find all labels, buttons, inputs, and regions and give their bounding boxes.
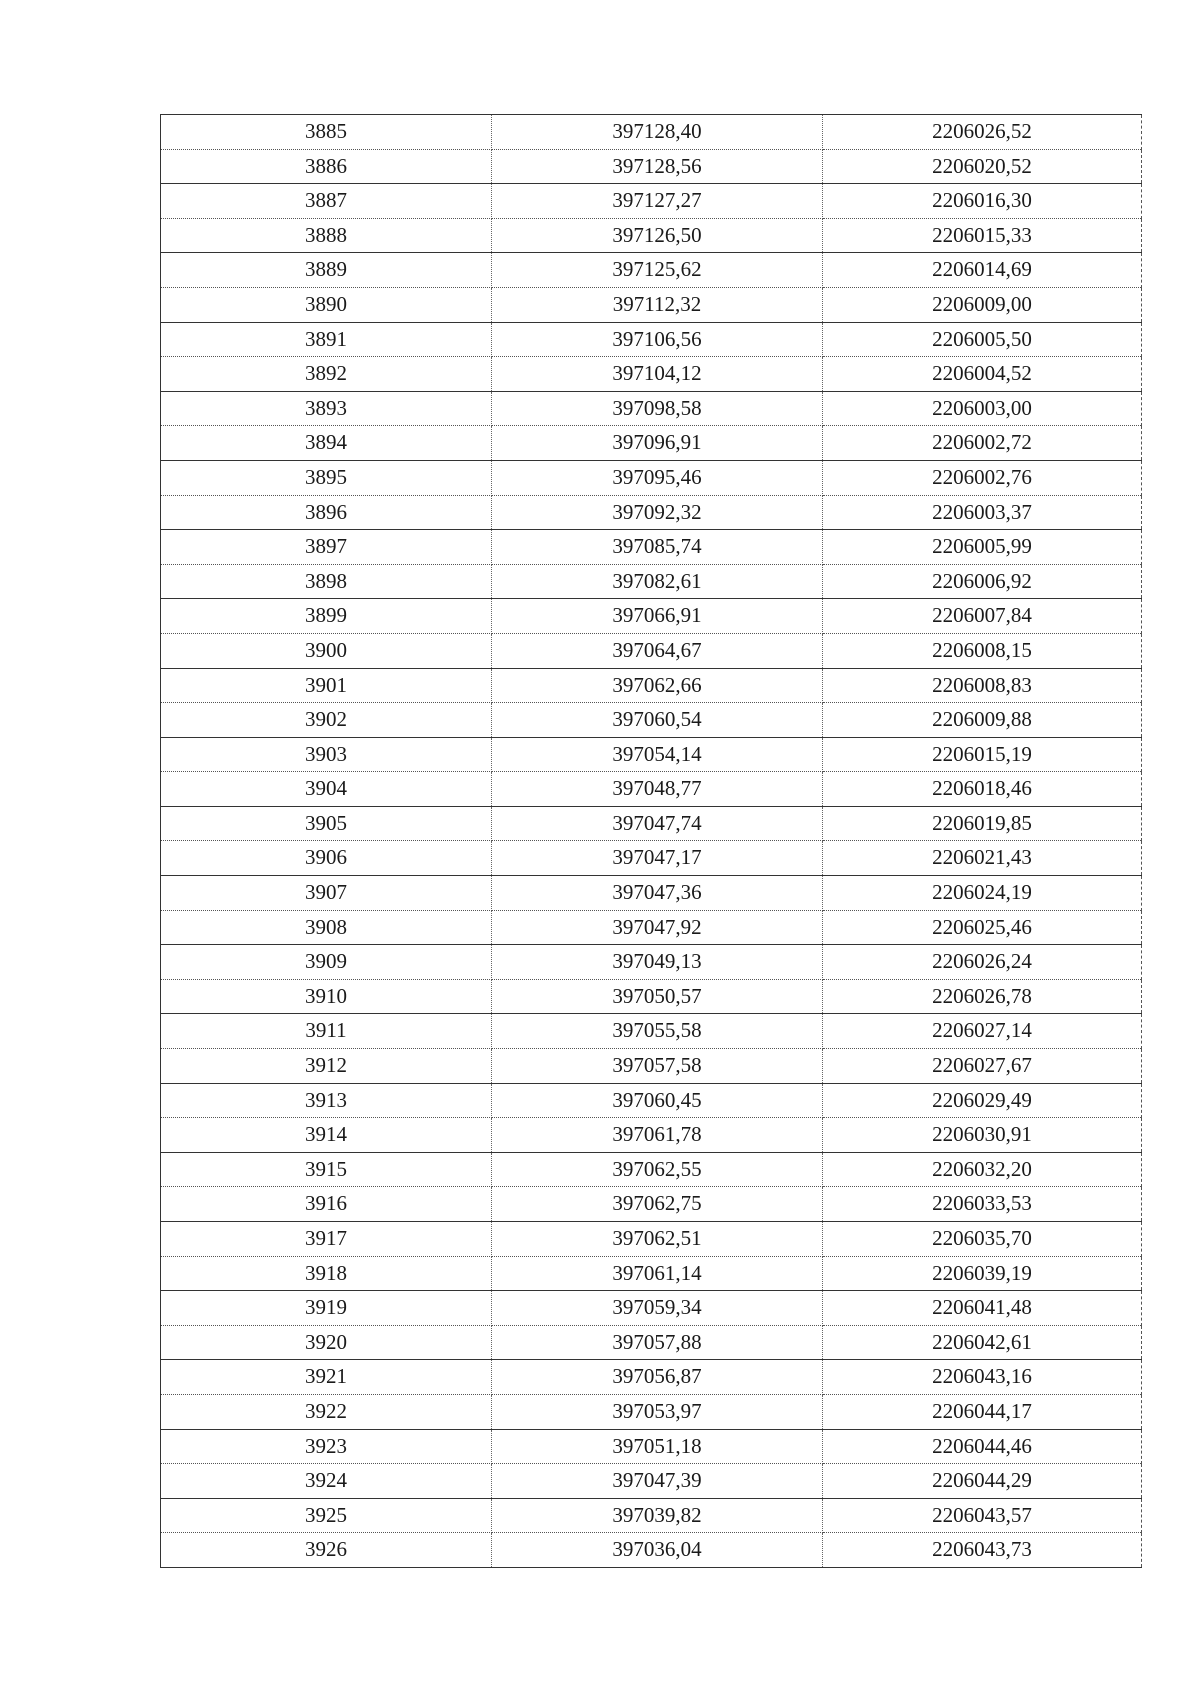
table-row	[161, 391, 1142, 426]
point-number-cell: 3888	[161, 218, 492, 253]
y-coordinate-cell: 2206002,76	[823, 460, 1142, 495]
table-row	[161, 1394, 1142, 1429]
y-coordinate-cell: 2206044,17	[823, 1394, 1142, 1429]
point-number-cell: 3925	[161, 1498, 492, 1533]
point-number-cell: 3902	[161, 703, 492, 738]
y-coordinate-cell: 2206016,30	[823, 184, 1142, 219]
table-row	[161, 1429, 1142, 1464]
point-number-cell: 3911	[161, 1014, 492, 1049]
point-number-cell: 3891	[161, 322, 492, 357]
x-coordinate-cell: 397051,18	[492, 1429, 823, 1464]
x-coordinate-cell: 397059,34	[492, 1291, 823, 1326]
point-number-cell: 3908	[161, 910, 492, 945]
point-number-cell: 3919	[161, 1291, 492, 1326]
y-coordinate-cell: 2206043,16	[823, 1360, 1142, 1395]
table-row	[161, 184, 1142, 219]
table-row	[161, 668, 1142, 703]
x-coordinate-cell: 397127,27	[492, 184, 823, 219]
y-coordinate-cell: 2206035,70	[823, 1222, 1142, 1257]
y-coordinate-cell: 2206026,78	[823, 979, 1142, 1014]
y-coordinate-cell: 2206005,50	[823, 322, 1142, 357]
y-coordinate-cell: 2206006,92	[823, 564, 1142, 599]
x-coordinate-cell: 397054,14	[492, 737, 823, 772]
table-row	[161, 703, 1142, 738]
x-coordinate-cell: 397047,36	[492, 876, 823, 911]
table-row	[161, 115, 1142, 150]
x-coordinate-cell: 397048,77	[492, 772, 823, 807]
point-number-cell: 3896	[161, 495, 492, 530]
y-coordinate-cell: 2206039,19	[823, 1256, 1142, 1291]
point-number-cell: 3890	[161, 287, 492, 322]
table-row	[161, 1291, 1142, 1326]
x-coordinate-cell: 397047,17	[492, 841, 823, 876]
table-row	[161, 841, 1142, 876]
point-number-cell: 3920	[161, 1325, 492, 1360]
table-row	[161, 772, 1142, 807]
table-row	[161, 218, 1142, 253]
y-coordinate-cell: 2206002,72	[823, 426, 1142, 461]
table-row	[161, 1256, 1142, 1291]
x-coordinate-cell: 397047,92	[492, 910, 823, 945]
x-coordinate-cell: 397060,45	[492, 1083, 823, 1118]
y-coordinate-cell: 2206025,46	[823, 910, 1142, 945]
x-coordinate-cell: 397050,57	[492, 979, 823, 1014]
point-number-cell: 3898	[161, 564, 492, 599]
point-number-cell: 3924	[161, 1464, 492, 1499]
table-row	[161, 357, 1142, 392]
table-row	[161, 149, 1142, 184]
table-row	[161, 945, 1142, 980]
table-row	[161, 1533, 1142, 1568]
point-number-cell: 3923	[161, 1429, 492, 1464]
y-coordinate-cell: 2206043,73	[823, 1533, 1142, 1568]
y-coordinate-cell: 2206007,84	[823, 599, 1142, 634]
y-coordinate-cell: 2206032,20	[823, 1152, 1142, 1187]
x-coordinate-cell: 397062,66	[492, 668, 823, 703]
x-coordinate-cell: 397082,61	[492, 564, 823, 599]
table-row	[161, 287, 1142, 322]
point-number-cell: 3895	[161, 460, 492, 495]
point-number-cell: 3906	[161, 841, 492, 876]
y-coordinate-cell: 2206018,46	[823, 772, 1142, 807]
point-number-cell: 3893	[161, 391, 492, 426]
x-coordinate-cell: 397112,32	[492, 287, 823, 322]
y-coordinate-cell: 2206044,46	[823, 1429, 1142, 1464]
table-row	[161, 1360, 1142, 1395]
y-coordinate-cell: 2206003,00	[823, 391, 1142, 426]
point-number-cell: 3903	[161, 737, 492, 772]
table-row	[161, 495, 1142, 530]
y-coordinate-cell: 2206026,52	[823, 115, 1142, 150]
x-coordinate-cell: 397055,58	[492, 1014, 823, 1049]
y-coordinate-cell: 2206003,37	[823, 495, 1142, 530]
x-coordinate-cell: 397126,50	[492, 218, 823, 253]
x-coordinate-cell: 397128,40	[492, 115, 823, 150]
x-coordinate-cell: 397098,58	[492, 391, 823, 426]
x-coordinate-cell: 397057,88	[492, 1325, 823, 1360]
table-row	[161, 1049, 1142, 1084]
point-number-cell: 3913	[161, 1083, 492, 1118]
point-number-cell: 3905	[161, 806, 492, 841]
x-coordinate-cell: 397049,13	[492, 945, 823, 980]
y-coordinate-cell: 2206015,33	[823, 218, 1142, 253]
coordinates-table	[160, 114, 1142, 1568]
x-coordinate-cell: 397061,14	[492, 1256, 823, 1291]
table-row	[161, 322, 1142, 357]
table-row	[161, 910, 1142, 945]
table-row	[161, 1118, 1142, 1153]
x-coordinate-cell: 397064,67	[492, 633, 823, 668]
table-row	[161, 599, 1142, 634]
point-number-cell: 3901	[161, 668, 492, 703]
y-coordinate-cell: 2206030,91	[823, 1118, 1142, 1153]
point-number-cell: 3916	[161, 1187, 492, 1222]
y-coordinate-cell: 2206043,57	[823, 1498, 1142, 1533]
point-number-cell: 3926	[161, 1533, 492, 1568]
x-coordinate-cell: 397056,87	[492, 1360, 823, 1395]
table-row	[161, 530, 1142, 565]
x-coordinate-cell: 397061,78	[492, 1118, 823, 1153]
point-number-cell: 3900	[161, 633, 492, 668]
x-coordinate-cell: 397125,62	[492, 253, 823, 288]
point-number-cell: 3915	[161, 1152, 492, 1187]
table-row	[161, 460, 1142, 495]
point-number-cell: 3921	[161, 1360, 492, 1395]
table-row	[161, 979, 1142, 1014]
table-row	[161, 876, 1142, 911]
x-coordinate-cell: 397092,32	[492, 495, 823, 530]
table-row	[161, 1325, 1142, 1360]
x-coordinate-cell: 397095,46	[492, 460, 823, 495]
x-coordinate-cell: 397062,75	[492, 1187, 823, 1222]
x-coordinate-cell: 397060,54	[492, 703, 823, 738]
x-coordinate-cell: 397062,55	[492, 1152, 823, 1187]
y-coordinate-cell: 2206004,52	[823, 357, 1142, 392]
point-number-cell: 3909	[161, 945, 492, 980]
y-coordinate-cell: 2206009,00	[823, 287, 1142, 322]
point-number-cell: 3904	[161, 772, 492, 807]
point-number-cell: 3899	[161, 599, 492, 634]
table-row	[161, 1498, 1142, 1533]
point-number-cell: 3894	[161, 426, 492, 461]
point-number-cell: 3907	[161, 876, 492, 911]
y-coordinate-cell: 2206020,52	[823, 149, 1142, 184]
y-coordinate-cell: 2206008,15	[823, 633, 1142, 668]
y-coordinate-cell: 2206009,88	[823, 703, 1142, 738]
table-row	[161, 1152, 1142, 1187]
x-coordinate-cell: 397096,91	[492, 426, 823, 461]
x-coordinate-cell: 397106,56	[492, 322, 823, 357]
y-coordinate-cell: 2206021,43	[823, 841, 1142, 876]
x-coordinate-cell: 397128,56	[492, 149, 823, 184]
y-coordinate-cell: 2206019,85	[823, 806, 1142, 841]
x-coordinate-cell: 397053,97	[492, 1394, 823, 1429]
table-row	[161, 1464, 1142, 1499]
coordinates-table-body	[161, 115, 1142, 1568]
x-coordinate-cell: 397085,74	[492, 530, 823, 565]
x-coordinate-cell: 397066,91	[492, 599, 823, 634]
point-number-cell: 3892	[161, 357, 492, 392]
point-number-cell: 3887	[161, 184, 492, 219]
y-coordinate-cell: 2206005,99	[823, 530, 1142, 565]
table-row	[161, 564, 1142, 599]
y-coordinate-cell: 2206033,53	[823, 1187, 1142, 1222]
table-row	[161, 1083, 1142, 1118]
point-number-cell: 3885	[161, 115, 492, 150]
table-row	[161, 1222, 1142, 1257]
point-number-cell: 3886	[161, 149, 492, 184]
table-row	[161, 737, 1142, 772]
y-coordinate-cell: 2206014,69	[823, 253, 1142, 288]
table-row	[161, 253, 1142, 288]
point-number-cell: 3918	[161, 1256, 492, 1291]
y-coordinate-cell: 2206027,14	[823, 1014, 1142, 1049]
x-coordinate-cell: 397047,74	[492, 806, 823, 841]
x-coordinate-cell: 397057,58	[492, 1049, 823, 1084]
x-coordinate-cell: 397047,39	[492, 1464, 823, 1499]
y-coordinate-cell: 2206026,24	[823, 945, 1142, 980]
point-number-cell: 3917	[161, 1222, 492, 1257]
point-number-cell: 3910	[161, 979, 492, 1014]
y-coordinate-cell: 2206041,48	[823, 1291, 1142, 1326]
y-coordinate-cell: 2206027,67	[823, 1049, 1142, 1084]
y-coordinate-cell: 2206024,19	[823, 876, 1142, 911]
table-row	[161, 1187, 1142, 1222]
y-coordinate-cell: 2206042,61	[823, 1325, 1142, 1360]
point-number-cell: 3889	[161, 253, 492, 288]
y-coordinate-cell: 2206044,29	[823, 1464, 1142, 1499]
table-row	[161, 806, 1142, 841]
x-coordinate-cell: 397062,51	[492, 1222, 823, 1257]
table-row	[161, 633, 1142, 668]
point-number-cell: 3897	[161, 530, 492, 565]
table-row	[161, 426, 1142, 461]
y-coordinate-cell: 2206008,83	[823, 668, 1142, 703]
y-coordinate-cell: 2206015,19	[823, 737, 1142, 772]
point-number-cell: 3914	[161, 1118, 492, 1153]
table-row	[161, 1014, 1142, 1049]
point-number-cell: 3912	[161, 1049, 492, 1084]
y-coordinate-cell: 2206029,49	[823, 1083, 1142, 1118]
point-number-cell: 3922	[161, 1394, 492, 1429]
x-coordinate-cell: 397036,04	[492, 1533, 823, 1568]
x-coordinate-cell: 397104,12	[492, 357, 823, 392]
x-coordinate-cell: 397039,82	[492, 1498, 823, 1533]
